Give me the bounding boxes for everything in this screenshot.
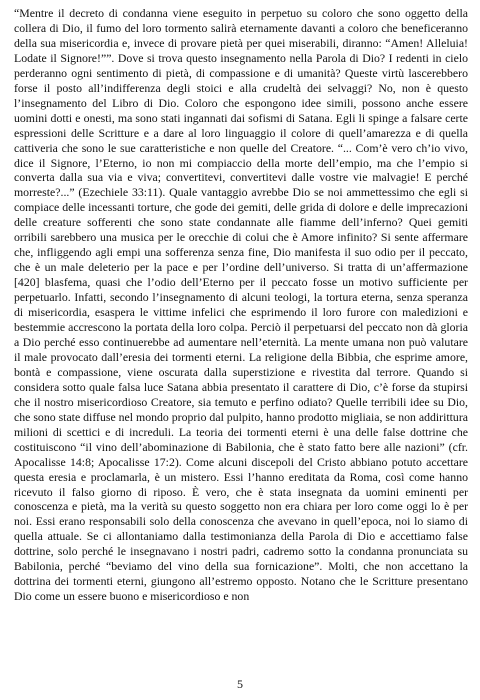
body-paragraph: “Mentre il decreto di condanna viene eseguito in perpetuo su coloro che sono oggetto della collera di Dio, il fumo del loro tormento salirà eternamente davanti a coloro che beneficeranno della sua misericordia e, invece di provare pietà per quei miserabili, diranno: “Amen! Alleluia! Lodate il Signore!””. Dove si trova questo insegnamento nella Parola di Dio? I redenti in cielo perderanno ogni sentimento di pietà, di compassione e di umanità? Queste virtù lascerebbero forse il posto all’indifferenza degli stoici e alla crudeltà dei selvaggi? No, non è questo l’insegnamento del Libro di Dio. Coloro che espongono idee simili, possono anche essere uomini dotti e onesti, ma sono stati ingannati dai sofismi di Satana. Egli li spinge a falsare certe espressioni delle Scritture e a dare al loro linguaggio il colore di quell’amarezza e di quella cattiveria che sono le sue caratteristiche e non quelle del Creatore. “... Com’è vero ch’io vivo, dice il Signore, l’Eterno, io non mi compiaccio della morte dell’empio, ma che l’empio si converta dalla sua via e viva; convertitevi, convertitevi dalle vostre vie malvagie! E perché morreste?...” (Ezechiele 33:11). Quale vantaggio avrebbe Dio se noi ammettessimo che egli si compiace delle incessanti torture, che gode dei gemiti, delle grida di dolore e delle imprecazioni delle creature sofferenti che sono state condannate alle fiamme dell’inferno? Quei gemiti orribili sarebbero una musica per le orecchie di colui che è Amore infinito? Si sente affermare che, infliggendo agli empi una sofferenza senza fine, Dio manifesta il suo odio per il peccato, che è un male deleterio per la pace e per l’ordine dell’universo. Si tratta di un’affermazione [420] blasfema, quasi che l’odio dell’Eterno per il peccato fosse un motivo sufficiente per perpetuarlo. Infatti, secondo l’insegnamento di alcuni teologi, la tortura eterna, senza speranza di misericordia, esaspera le vittime infelici che esprimendo il loro furore con maledizioni e bestemmie accrescono la portata della loro colpa. Perciò il perpetuarsi del peccato non dà gloria a Dio perché esso continuerebbe ad aumentare nell’eternità. La mente umana non può valutare il male provocato dall’eresia dei tormenti eterni. La religione della Bibbia, che esprime amore, bontà e compassione, viene oscurata dalla superstizione e rivestita dal terrore. Quando si considera sotto quale falsa luce Satana abbia presentato il carattere di Dio, c’è forse da stupirsi che il nostro misericordioso Creatore, sia temuto e perfino odiato? Quelle terribili idee su Dio, che sono state diffuse nel mondo proprio dal pulpito, hanno prodotto migliaia, se non addirittura milioni di scettici e di increduli. La teoria dei tormenti eterni è una delle false dottrine che costituiscono “il vino dell’abominazione di Babilonia, che è stato fatto bere alle nazioni” (cfr. Apocalisse 14:8; Apocalisse 17:2). Come alcuni discepoli del Cristo abbiano potuto accettare questa eresia e proclamarla, è un mistero. Essi l’hanno ereditata da Roma, così come hanno ricevuto il falso giorno di riposo. È vero, che è stata insegnata da uomini eminenti per conoscenza e pietà, ma la verità su questo soggetto non era chiara per loro come oggi lo è per noi. Essi erano responsabili solo della conoscenza che avevano in quell’epoca, noi lo siamo di quella attuale. Se ci allontaniamo dalla testimonianza della Parola di Dio e accettiamo false dottrine, solo perché le insegnavano i nostri padri, cadremo sotto la condanna pronunciata su Babilonia, perché “beviamo del vino della sua fornicazione”. Molti, che non accettano la dottrina dei tormenti eterni, giungono all’estremo opposto. Notano che le Scritture presentano Dio come un essere buono e misericordioso e non [14,6,468,604]
page-number: 5 [237,677,243,691]
